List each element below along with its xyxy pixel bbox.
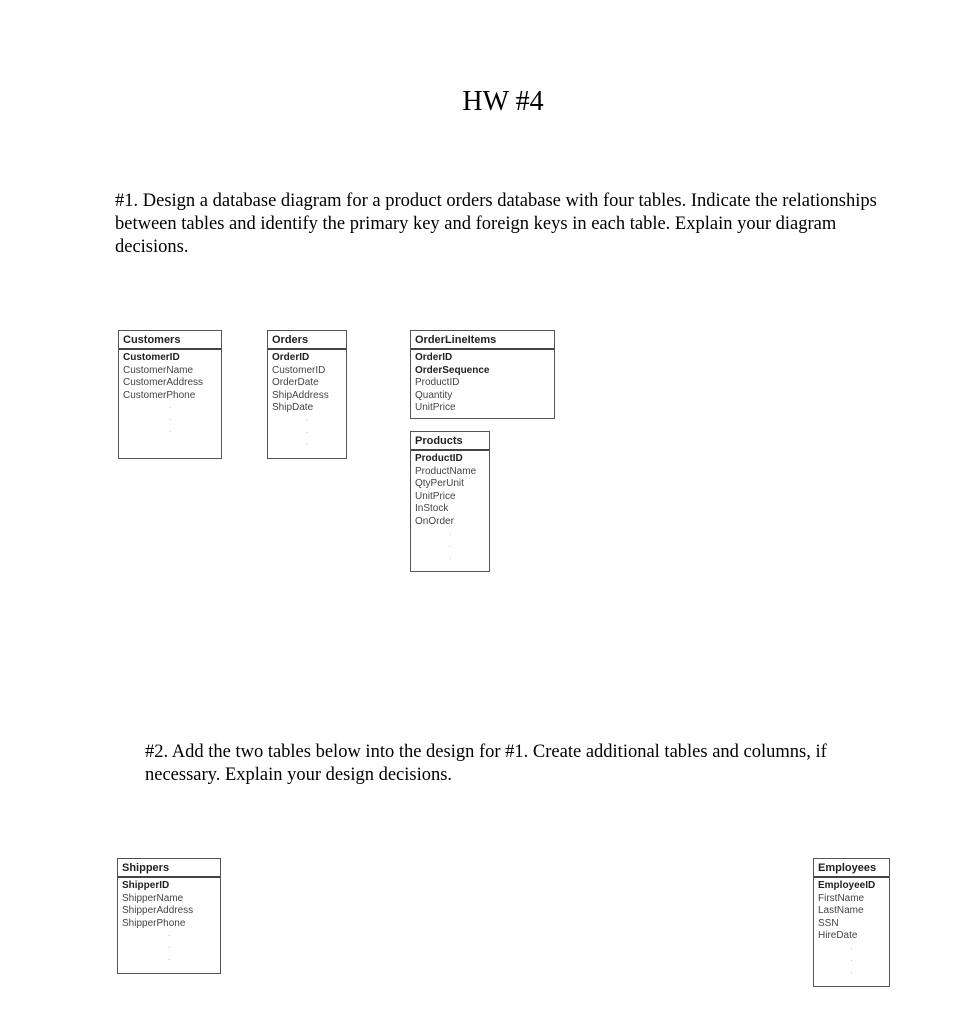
field-list bbox=[814, 878, 889, 979]
field: CustomerAddress bbox=[123, 377, 204, 389]
primary-key-field: EmployeeID bbox=[818, 880, 876, 891]
field: HireDate bbox=[818, 930, 858, 942]
primary-key-field: OrderSequence bbox=[415, 364, 490, 376]
field: ShipDate bbox=[272, 402, 314, 414]
table-shippers bbox=[117, 858, 221, 974]
field: ShipperAddress bbox=[122, 905, 194, 917]
field-list bbox=[119, 350, 221, 438]
page-title: HW #4 bbox=[462, 86, 544, 117]
field: LastName bbox=[818, 905, 864, 917]
table-header: Shippers bbox=[118, 859, 220, 878]
ellipsis-dot: · bbox=[305, 427, 309, 437]
field: QtyPerUnit bbox=[415, 478, 464, 490]
table-employees bbox=[813, 858, 890, 987]
ellipsis-dot: · bbox=[167, 955, 171, 965]
field: OrderDate bbox=[272, 377, 319, 389]
table-header: Employees bbox=[814, 859, 889, 878]
primary-key-field: ProductID bbox=[415, 453, 463, 464]
field-list bbox=[118, 878, 220, 966]
table-header: OrderLineItems bbox=[411, 331, 554, 350]
field-list bbox=[411, 350, 554, 415]
field: ProductID bbox=[415, 377, 460, 389]
ellipsis-dot: · bbox=[167, 943, 171, 953]
field-list bbox=[268, 350, 346, 451]
field: InStock bbox=[415, 503, 449, 515]
field: OnOrder bbox=[415, 515, 454, 527]
ellipsis-dot: · bbox=[168, 403, 172, 413]
field: ShipperName bbox=[122, 892, 184, 904]
table-orders bbox=[267, 330, 347, 459]
table-header: Orders bbox=[268, 331, 346, 350]
field: CustomerPhone bbox=[123, 389, 196, 401]
ellipsis-dot: · bbox=[448, 541, 452, 551]
table-header: Products bbox=[411, 432, 489, 451]
table-orderlineitems bbox=[410, 330, 555, 419]
field: CustomerName bbox=[123, 364, 194, 376]
ellipsis-dot: · bbox=[305, 439, 309, 449]
question-1: #1. Design a database diagram for a product orders database with four tables. Indicate the relationships between tables and identify the primary key and foreign keys in each table. Explain your diagram decisions. bbox=[115, 191, 877, 257]
ellipsis-dot: · bbox=[850, 943, 853, 953]
ellipsis-dot: · bbox=[850, 955, 853, 965]
ellipsis-dot: · bbox=[448, 553, 452, 563]
field: UnitPrice bbox=[415, 402, 456, 414]
primary-key-field: OrderID bbox=[272, 352, 310, 363]
field-list bbox=[411, 451, 489, 565]
primary-key-field: OrderID bbox=[415, 352, 453, 363]
ellipsis-dot: · bbox=[168, 415, 172, 425]
question-2: #2. Add the two tables below into the design for #1. Create additional tables and columns, if necessary. Explain your design decisions. bbox=[145, 742, 827, 785]
table-customers bbox=[118, 330, 222, 459]
primary-key-field: CustomerID bbox=[123, 352, 180, 363]
field: ShipperPhone bbox=[122, 917, 186, 929]
ellipsis-dot: · bbox=[168, 427, 172, 437]
table-header: Customers bbox=[119, 331, 221, 350]
primary-key-field: ShipperID bbox=[122, 880, 170, 891]
ellipsis-dot: · bbox=[448, 529, 452, 539]
ellipsis-dot: · bbox=[167, 931, 171, 941]
field: FirstName bbox=[818, 892, 865, 904]
field: Quantity bbox=[415, 389, 453, 401]
ellipsis-dot: · bbox=[305, 415, 309, 425]
field: ShipAddress bbox=[272, 389, 329, 401]
field: UnitPrice bbox=[415, 490, 456, 502]
field: ProductName bbox=[415, 465, 477, 477]
field: SSN bbox=[818, 917, 839, 929]
field: CustomerID bbox=[272, 364, 326, 376]
table-products bbox=[410, 431, 490, 572]
ellipsis-dot: · bbox=[850, 967, 853, 977]
